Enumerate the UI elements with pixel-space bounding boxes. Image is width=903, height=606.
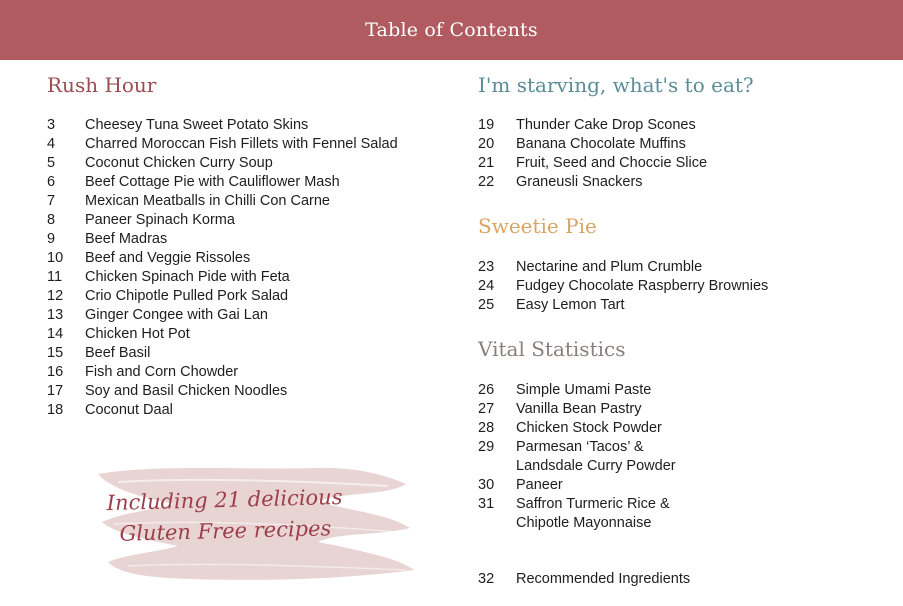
toc-entry	[478, 135, 707, 154]
recipe-title: Coconut Daal	[85, 402, 173, 418]
page-number: 16	[47, 364, 64, 380]
recipe-title: Recommended Ingredients	[516, 571, 691, 587]
toc-entry	[47, 401, 398, 420]
recipe-title: Cheesey Tuna Sweet Potato Skins	[85, 117, 309, 133]
page-number: 28	[478, 420, 495, 436]
page-number	[478, 514, 516, 533]
recipe-title: Chicken Stock Powder	[516, 420, 662, 436]
recipe-title: Coconut Chicken Curry Soup	[85, 155, 273, 171]
callout-line-2: Gluten Free recipes	[119, 516, 332, 546]
toc-entry	[47, 211, 398, 230]
page-number: 31	[478, 496, 495, 512]
toc-entry	[478, 495, 690, 514]
recipe-title: Easy Lemon Tart	[516, 297, 625, 313]
toc-entry	[47, 173, 398, 192]
page-number: 19	[478, 117, 495, 133]
toc-entry	[478, 514, 690, 533]
page-number: 12	[47, 288, 64, 304]
recipe-title: Beef Basil	[85, 345, 151, 361]
toc-entry	[47, 306, 398, 325]
page-number: 17	[47, 383, 64, 399]
page-number: 26	[478, 382, 495, 398]
section-title-rush-hour: Rush Hour	[47, 73, 157, 97]
toc-entry	[47, 135, 398, 154]
toc-entry	[478, 296, 768, 315]
page-number: 4	[47, 136, 56, 152]
recipe-title: Vanilla Bean Pastry	[516, 401, 642, 417]
section-title-vital-statistics: Vital Statistics	[478, 337, 626, 361]
toc-list-starving	[478, 116, 707, 192]
page-number: 7	[47, 193, 56, 209]
toc-entry	[478, 154, 707, 173]
recipe-title: Beef and Veggie Rissoles	[85, 250, 251, 266]
toc-entry	[47, 363, 398, 382]
section-title-sweetie-pie: Sweetie Pie	[478, 214, 597, 238]
recipe-title: Landsdale Curry Powder	[516, 458, 676, 474]
toc-entry	[478, 457, 690, 476]
page-number: 21	[478, 155, 495, 171]
toc-entry	[478, 173, 707, 192]
page-number: 23	[478, 259, 495, 275]
toc-entry	[47, 268, 398, 287]
page-title: Table of Contents	[365, 19, 538, 41]
recipe-title: Paneer Spinach Korma	[85, 212, 235, 228]
recipe-title: Saffron Turmeric Rice &	[516, 496, 670, 512]
toc-entry	[47, 287, 398, 306]
page-number: 11	[47, 269, 63, 285]
recipe-title: Mexican Meatballs in Chilli Con Carne	[85, 193, 330, 209]
page-number: 27	[478, 401, 495, 417]
page-number: 8	[47, 212, 56, 228]
page-number: 24	[478, 278, 495, 294]
page-number: 32	[478, 571, 495, 587]
recipe-title: Fudgey Chocolate Raspberry Brownies	[516, 278, 769, 294]
toc-entry	[47, 154, 398, 173]
toc-entry	[478, 381, 690, 400]
recipe-title: Beef Cottage Pie with Cauliflower Mash	[85, 174, 340, 190]
page-number: 13	[47, 307, 64, 323]
toc-entry	[47, 344, 398, 363]
page-number: 14	[47, 326, 64, 342]
recipe-title: Paneer	[516, 477, 563, 493]
page-number: 15	[47, 345, 64, 361]
toc-entry	[478, 476, 690, 495]
page-number: 18	[47, 402, 64, 418]
toc-entry	[478, 258, 768, 277]
toc-entry	[478, 570, 690, 589]
recipe-title: Chicken Spinach Pide with Feta	[85, 269, 290, 285]
toc-entry	[47, 249, 398, 268]
page-number: 25	[478, 297, 495, 313]
page-number: 9	[47, 231, 56, 247]
toc-entry	[478, 419, 690, 438]
toc-entry	[47, 230, 398, 249]
callout-line-1: Including 21 delicious	[106, 484, 343, 516]
toc-entry	[47, 382, 398, 401]
toc-entry	[478, 438, 690, 457]
page-number: 29	[478, 439, 495, 455]
toc-list-vital-statistics	[478, 381, 690, 589]
toc-entry	[47, 325, 398, 344]
header-bar	[0, 0, 903, 60]
page-number	[478, 457, 516, 476]
toc-entry	[478, 116, 707, 135]
recipe-title: Thunder Cake Drop Scones	[516, 117, 696, 133]
toc-entry	[478, 400, 690, 419]
page-number: 6	[47, 174, 56, 190]
page-number: 22	[478, 174, 495, 190]
page-number: 5	[47, 155, 56, 171]
recipe-title: Fish and Corn Chowder	[85, 364, 239, 380]
page-number: 20	[478, 136, 495, 152]
toc-list-sweetie-pie	[478, 258, 768, 315]
recipe-title: Banana Chocolate Muffins	[516, 136, 686, 152]
toc-entry	[47, 192, 398, 211]
recipe-title: Graneusli Snackers	[516, 174, 643, 190]
recipe-title: Simple Umami Paste	[516, 382, 652, 398]
gluten-free-callout	[94, 482, 356, 551]
recipe-title: Ginger Congee with Gai Lan	[85, 307, 268, 323]
recipe-title: Parmesan ‘Tacos’ &	[516, 439, 644, 455]
page-number: 10	[47, 250, 64, 266]
toc-entry	[478, 277, 768, 296]
recipe-title: Nectarine and Plum Crumble	[516, 259, 703, 275]
recipe-title: Beef Madras	[85, 231, 168, 247]
page-number: 3	[47, 117, 56, 133]
section-title-starving: I'm starving, what's to eat?	[478, 73, 754, 97]
recipe-title: Charred Moroccan Fish Fillets with Fennel Salad	[85, 136, 398, 152]
recipe-title: Fruit, Seed and Choccie Slice	[516, 155, 708, 171]
recipe-title: Chipotle Mayonnaise	[516, 515, 652, 531]
recipe-title: Crio Chipotle Pulled Pork Salad	[85, 288, 289, 304]
page-number: 30	[478, 477, 495, 493]
toc-list-rush-hour	[47, 116, 398, 420]
recipe-title: Soy and Basil Chicken Noodles	[85, 383, 288, 399]
recipe-title: Chicken Hot Pot	[85, 326, 190, 342]
toc-entry	[47, 116, 398, 135]
